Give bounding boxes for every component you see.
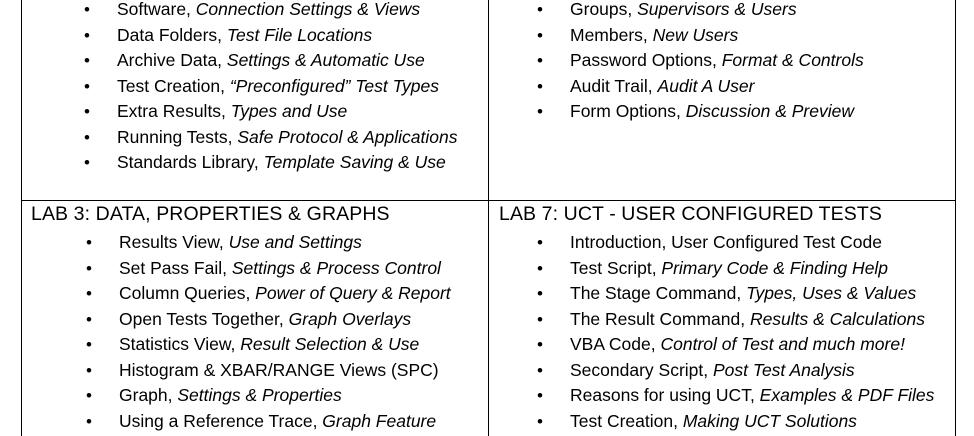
item-description: Making UCT Solutions (682, 410, 857, 431)
item-description: New Users (652, 24, 739, 45)
list-item (84, 48, 457, 74)
item-label: Groups, (570, 0, 638, 19)
item-description: Types and Use (230, 101, 348, 121)
bullet-icon: • (86, 309, 92, 329)
item-label: VBA Code, (570, 334, 661, 354)
bullet-icon: • (537, 411, 543, 431)
bullet-icon: • (86, 258, 92, 278)
item-description: Discussion & Preview (685, 101, 854, 121)
list-item (84, 0, 457, 23)
item-label: Running Tests, (117, 126, 238, 147)
bullet-icon: • (86, 233, 92, 252)
bullet-icon: • (537, 386, 543, 405)
item-label: Extra Results, (117, 101, 231, 121)
item-label: Password Options, (570, 50, 722, 70)
list-item (537, 99, 864, 125)
bullet-icon: • (537, 76, 543, 96)
list-item (537, 0, 864, 23)
bullet-icon: • (537, 51, 543, 70)
item-label: Set Pass Fail, (119, 257, 232, 278)
list-item (84, 99, 457, 125)
item-label: Open Tests Together, (119, 308, 289, 329)
list-item (84, 125, 457, 151)
item-label: Statistics View, (119, 334, 241, 354)
item-label: Members, (570, 24, 653, 45)
bullet-icon: • (84, 102, 90, 121)
row-divider (21, 200, 956, 201)
top-left-list (84, 0, 457, 176)
list-item (86, 281, 451, 307)
item-label: The Result Command, (570, 308, 750, 329)
bullet-icon: • (86, 284, 92, 303)
list-item (86, 358, 451, 384)
item-description: Post Test Analysis (712, 359, 855, 380)
item-description: Primary Code & Finding Help (661, 257, 889, 278)
list-item (537, 23, 864, 49)
bullet-icon: • (84, 76, 90, 96)
item-label: Results View, (119, 232, 229, 252)
item-description: Graph Overlays (288, 308, 412, 329)
list-item (84, 74, 457, 100)
list-item (537, 383, 934, 409)
item-description: Format & Controls (721, 50, 864, 70)
item-label: The Stage Command, (570, 283, 747, 303)
item-description: Supervisors & Users (637, 0, 797, 19)
item-description: Types, Uses & Values (746, 283, 917, 303)
list-item (537, 358, 934, 384)
list-item (86, 383, 451, 409)
bullet-icon: • (537, 233, 543, 252)
item-label: Form Options, (570, 101, 686, 121)
item-label: Test Creation, (117, 75, 230, 96)
bullet-icon: • (537, 360, 543, 380)
list-item (537, 332, 934, 358)
item-label: Data Folders, (117, 24, 227, 45)
bullet-icon: • (84, 51, 90, 70)
item-description: Use and Settings (228, 232, 362, 252)
item-description: Settings & Properties (177, 385, 342, 405)
list-item (86, 332, 451, 358)
list-item (537, 256, 934, 282)
bullet-icon: • (537, 258, 543, 278)
item-description: Power of Query & Report (255, 283, 451, 303)
bullet-icon: • (84, 153, 90, 172)
bullet-icon: • (84, 0, 90, 19)
list-item (86, 230, 451, 256)
bullet-icon: • (537, 335, 543, 354)
list-item (86, 256, 451, 282)
item-description: Safe Protocol & Applications (237, 126, 458, 147)
top-right-list (537, 0, 864, 125)
list-item (537, 48, 864, 74)
item-description: Settings & Process Control (231, 257, 441, 278)
item-label: Test Creation, (570, 410, 683, 431)
bullet-icon: • (86, 411, 92, 431)
item-label: Graph, (119, 385, 178, 405)
list-item (84, 150, 457, 176)
list-item (86, 307, 451, 333)
bullet-icon: • (86, 386, 92, 405)
bullet-icon: • (86, 335, 92, 354)
bullet-icon: • (84, 25, 90, 45)
item-description: Settings & Automatic Use (226, 50, 425, 70)
list-item (86, 409, 451, 435)
list-item (537, 74, 864, 100)
item-label: Reasons for using UCT, (570, 385, 760, 405)
list-item (537, 409, 934, 435)
bullet-icon: • (537, 284, 543, 303)
right-border (955, 0, 956, 436)
item-description: Audit A User (657, 75, 755, 96)
bullet-icon: • (86, 360, 92, 380)
lab3-title: LAB 3: DATA, PROPERTIES & GRAPHS (31, 203, 390, 225)
item-label: Standards Library, (117, 152, 264, 172)
bullet-icon: • (537, 309, 543, 329)
list-item (84, 23, 457, 49)
item-label: Introduction, User Configured Test Code (570, 232, 882, 252)
item-description: Result Selection & Use (240, 334, 420, 354)
left-border (21, 0, 22, 436)
center-divider (488, 0, 489, 436)
item-label: Software, (117, 0, 196, 19)
item-description: Connection Settings & Views (195, 0, 421, 19)
item-label: Histogram & XBAR/RANGE Views (SPC) (119, 359, 439, 380)
item-description: Results & Calculations (749, 308, 926, 329)
item-label: Test Script, (570, 257, 662, 278)
lab7-list (537, 230, 934, 434)
item-description: Test File Locations (226, 24, 373, 45)
item-label: Column Queries, (119, 283, 256, 303)
list-item (537, 307, 934, 333)
bullet-icon: • (537, 102, 543, 121)
item-label: Secondary Script, (570, 359, 713, 380)
lab7-title: LAB 7: UCT - USER CONFIGURED TESTS (499, 203, 882, 225)
item-label: Using a Reference Trace, (119, 410, 323, 431)
item-label: Archive Data, (117, 50, 227, 70)
list-item (537, 281, 934, 307)
list-item (537, 230, 934, 256)
bullet-icon: • (537, 25, 543, 45)
item-description: Template Saving & Use (263, 152, 446, 172)
item-description: Graph Feature (322, 410, 437, 431)
lab3-list (86, 230, 451, 434)
item-description: “Preconfigured” Test Types (229, 75, 439, 96)
item-label: Audit Trail, (570, 75, 658, 96)
item-description: Examples & PDF Files (759, 385, 935, 405)
bullet-icon: • (537, 0, 543, 19)
bullet-icon: • (84, 127, 90, 147)
item-description: Control of Test and much more! (660, 334, 905, 354)
